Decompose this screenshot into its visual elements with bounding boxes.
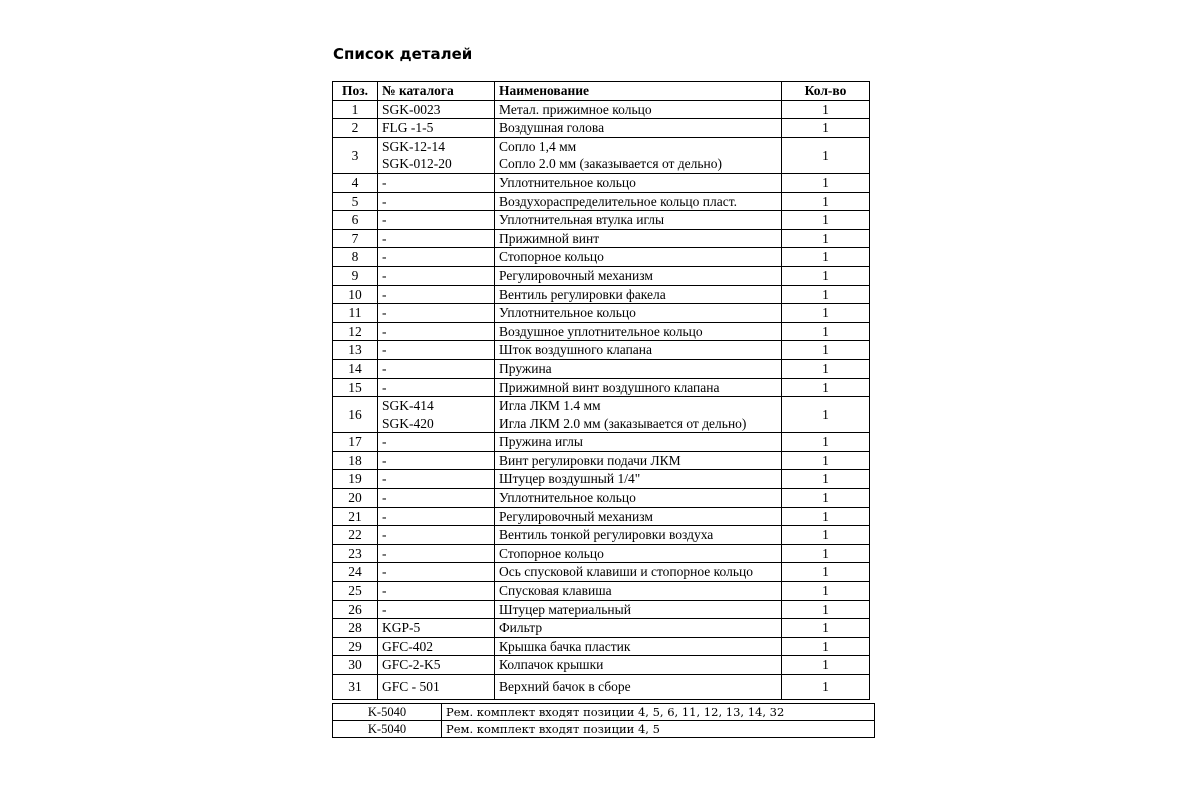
catalog-number: GFC-402	[382, 638, 434, 654]
repair-kits-table	[332, 703, 875, 738]
position-cell: 9	[333, 266, 378, 285]
part-name: Регулировочный механизм	[499, 267, 653, 283]
table-row	[333, 378, 870, 397]
table-row	[333, 433, 870, 452]
catalog-cell	[378, 637, 495, 656]
catalog-number: -	[382, 471, 387, 487]
part-name: Метал. прижимное кольцо	[499, 101, 652, 117]
part-name: Фильтр	[499, 620, 543, 636]
name-cell	[495, 675, 782, 700]
part-name: Уплотнительное кольцо	[499, 305, 636, 321]
table-row	[333, 619, 870, 638]
name-cell	[495, 600, 782, 619]
name-cell	[495, 451, 782, 470]
table-row	[333, 248, 870, 267]
table-row	[333, 359, 870, 378]
table-row	[333, 675, 870, 700]
name-cell	[495, 137, 782, 173]
part-name: Вентиль тонкой регулировки воздуха	[499, 527, 714, 543]
part-name: Игла ЛКМ 2.0 мм (заказывается от дельно)	[499, 415, 747, 431]
catalog-number: -	[382, 583, 387, 599]
name-cell	[495, 656, 782, 675]
quantity-cell: 1	[782, 544, 870, 563]
repair-kits-body	[333, 704, 875, 738]
catalog-number: -	[382, 323, 387, 339]
header-name: Наименование	[495, 82, 782, 101]
name-cell	[495, 526, 782, 545]
position-cell: 16	[333, 397, 378, 433]
position-cell: 14	[333, 359, 378, 378]
quantity-cell: 1	[782, 397, 870, 433]
table-row	[333, 397, 870, 433]
catalog-number: -	[382, 545, 387, 561]
catalog-cell	[378, 582, 495, 601]
catalog-cell	[378, 266, 495, 285]
name-cell	[495, 248, 782, 267]
catalog-number: -	[382, 508, 387, 524]
position-cell: 26	[333, 600, 378, 619]
catalog-cell	[378, 451, 495, 470]
catalog-number: -	[382, 249, 387, 265]
name-cell	[495, 285, 782, 304]
catalog-cell	[378, 322, 495, 341]
part-name: Крышка бачка пластик	[499, 638, 631, 654]
catalog-cell	[378, 544, 495, 563]
quantity-cell: 1	[782, 470, 870, 489]
quantity-cell: 1	[782, 192, 870, 211]
catalog-number: -	[382, 267, 387, 283]
catalog-cell	[378, 675, 495, 700]
catalog-number: SGK-0023	[382, 101, 441, 117]
table-row	[333, 563, 870, 582]
kit-description-cell: Рем. комплект входят позиции 4, 5, 6, 11, 12, 13, 14, 32	[442, 704, 875, 721]
quantity-cell: 1	[782, 341, 870, 360]
catalog-cell	[378, 489, 495, 508]
position-cell: 21	[333, 507, 378, 526]
name-cell	[495, 119, 782, 138]
quantity-cell: 1	[782, 489, 870, 508]
catalog-number: -	[382, 305, 387, 321]
part-name: Прижимной винт воздушного клапана	[499, 379, 720, 395]
name-cell	[495, 470, 782, 489]
catalog-number: GFC - 501	[382, 679, 440, 695]
catalog-number: FLG -1-5	[382, 120, 434, 136]
quantity-cell: 1	[782, 100, 870, 119]
catalog-number: -	[382, 342, 387, 358]
table-row	[333, 266, 870, 285]
catalog-number: -	[382, 212, 387, 228]
catalog-cell	[378, 192, 495, 211]
kit-code-cell: K-5040	[333, 721, 442, 738]
table-row	[333, 304, 870, 323]
catalog-number: -	[382, 193, 387, 209]
catalog-number: -	[382, 527, 387, 543]
position-cell: 15	[333, 378, 378, 397]
catalog-number: GFC-2-K5	[382, 657, 441, 673]
catalog-cell	[378, 433, 495, 452]
table-row	[333, 119, 870, 138]
quantity-cell: 1	[782, 656, 870, 675]
catalog-cell	[378, 173, 495, 192]
position-cell: 22	[333, 526, 378, 545]
position-cell: 29	[333, 637, 378, 656]
position-cell: 25	[333, 582, 378, 601]
part-name: Верхний бачок в сборе	[499, 679, 631, 695]
position-cell: 2	[333, 119, 378, 138]
name-cell	[495, 397, 782, 433]
table-row	[333, 489, 870, 508]
part-name: Уплотнительное кольцо	[499, 174, 636, 190]
table-row	[333, 137, 870, 173]
quantity-cell: 1	[782, 619, 870, 638]
position-cell: 7	[333, 229, 378, 248]
name-cell	[495, 378, 782, 397]
table-row	[333, 470, 870, 489]
quantity-cell: 1	[782, 359, 870, 378]
table-row	[333, 192, 870, 211]
catalog-cell	[378, 285, 495, 304]
part-name: Винт регулировки подачи ЛКМ	[499, 452, 681, 468]
kit-row	[333, 721, 875, 738]
kit-description-cell: Рем. комплект входят позиции 4, 5	[442, 721, 875, 738]
quantity-cell: 1	[782, 451, 870, 470]
part-name: Воздухораспределительное кольцо пласт.	[499, 193, 737, 209]
name-cell	[495, 359, 782, 378]
name-cell	[495, 619, 782, 638]
quantity-cell: 1	[782, 229, 870, 248]
quantity-cell: 1	[782, 322, 870, 341]
position-cell: 18	[333, 451, 378, 470]
position-cell: 5	[333, 192, 378, 211]
position-cell: 23	[333, 544, 378, 563]
catalog-number: -	[382, 360, 387, 376]
catalog-number: -	[382, 452, 387, 468]
table-row	[333, 600, 870, 619]
quantity-cell: 1	[782, 173, 870, 192]
catalog-number: SGK-420	[382, 415, 434, 431]
catalog-cell	[378, 470, 495, 489]
table-row	[333, 544, 870, 563]
name-cell	[495, 489, 782, 508]
page-title: Список деталей	[333, 45, 473, 63]
catalog-cell	[378, 359, 495, 378]
quantity-cell: 1	[782, 637, 870, 656]
header-quantity: Кол-во	[782, 82, 870, 101]
catalog-cell	[378, 656, 495, 675]
name-cell	[495, 192, 782, 211]
table-row	[333, 637, 870, 656]
table-row	[333, 322, 870, 341]
parts-table	[332, 81, 870, 700]
part-name: Регулировочный механизм	[499, 508, 653, 524]
table-row	[333, 229, 870, 248]
name-cell	[495, 563, 782, 582]
catalog-number: -	[382, 379, 387, 395]
catalog-cell	[378, 397, 495, 433]
name-cell	[495, 637, 782, 656]
catalog-cell	[378, 100, 495, 119]
table-row	[333, 173, 870, 192]
name-cell	[495, 341, 782, 360]
quantity-cell: 1	[782, 507, 870, 526]
table-row	[333, 341, 870, 360]
catalog-cell	[378, 507, 495, 526]
part-name: Сопло 2.0 мм (заказывается от дельно)	[499, 156, 723, 172]
part-name: Сопло 1,4 мм	[499, 138, 577, 154]
quantity-cell: 1	[782, 266, 870, 285]
header-position: Поз.	[333, 82, 378, 101]
catalog-number: SGK-12-14	[382, 138, 445, 154]
kit-row	[333, 704, 875, 721]
quantity-cell: 1	[782, 675, 870, 700]
catalog-number: SGK-012-20	[382, 156, 452, 172]
name-cell	[495, 544, 782, 563]
name-cell	[495, 304, 782, 323]
quantity-cell: 1	[782, 285, 870, 304]
table-row	[333, 656, 870, 675]
name-cell	[495, 507, 782, 526]
catalog-cell	[378, 211, 495, 230]
part-name: Воздушное уплотнительное кольцо	[499, 323, 703, 339]
parts-table-body	[333, 100, 870, 699]
quantity-cell: 1	[782, 211, 870, 230]
position-cell: 17	[333, 433, 378, 452]
part-name: Колпачок крышки	[499, 657, 604, 673]
position-cell: 8	[333, 248, 378, 267]
quantity-cell: 1	[782, 563, 870, 582]
table-row	[333, 451, 870, 470]
part-name: Шток воздушного клапана	[499, 342, 653, 358]
table-row	[333, 507, 870, 526]
position-cell: 3	[333, 137, 378, 173]
catalog-number: SGK-414	[382, 398, 434, 414]
name-cell	[495, 266, 782, 285]
catalog-cell	[378, 526, 495, 545]
table-row	[333, 100, 870, 119]
part-name: Вентиль регулировки факела	[499, 286, 666, 302]
catalog-cell	[378, 229, 495, 248]
part-name: Воздушная голова	[499, 120, 605, 136]
position-cell: 30	[333, 656, 378, 675]
part-name: Штуцер материальный	[499, 601, 631, 617]
position-cell: 19	[333, 470, 378, 489]
position-cell: 10	[333, 285, 378, 304]
catalog-number: -	[382, 230, 387, 246]
table-row	[333, 285, 870, 304]
part-name: Уплотнительное кольцо	[499, 490, 636, 506]
catalog-cell	[378, 378, 495, 397]
quantity-cell: 1	[782, 248, 870, 267]
part-name: Игла ЛКМ 1.4 мм	[499, 398, 601, 414]
part-name: Пружина	[499, 360, 552, 376]
kit-code-cell: K-5040	[333, 704, 442, 721]
name-cell	[495, 100, 782, 119]
part-name: Ось спусковой клавиши и стопорное кольцо	[499, 564, 753, 580]
quantity-cell: 1	[782, 137, 870, 173]
catalog-cell	[378, 119, 495, 138]
parts-table-header	[333, 82, 870, 101]
position-cell: 12	[333, 322, 378, 341]
position-cell: 24	[333, 563, 378, 582]
position-cell: 31	[333, 675, 378, 700]
position-cell: 6	[333, 211, 378, 230]
position-cell: 28	[333, 619, 378, 638]
catalog-number: -	[382, 490, 387, 506]
name-cell	[495, 582, 782, 601]
position-cell: 20	[333, 489, 378, 508]
quantity-cell: 1	[782, 119, 870, 138]
part-name: Стопорное кольцо	[499, 545, 604, 561]
part-name: Уплотнительная втулка иглы	[499, 212, 665, 228]
quantity-cell: 1	[782, 526, 870, 545]
catalog-number: -	[382, 564, 387, 580]
table-row	[333, 211, 870, 230]
table-row	[333, 526, 870, 545]
quantity-cell: 1	[782, 600, 870, 619]
table-row	[333, 582, 870, 601]
catalog-number: -	[382, 434, 387, 450]
catalog-number: -	[382, 601, 387, 617]
name-cell	[495, 433, 782, 452]
position-cell: 1	[333, 100, 378, 119]
part-name: Штуцер воздушный 1/4"	[499, 471, 641, 487]
catalog-cell	[378, 248, 495, 267]
catalog-number: -	[382, 286, 387, 302]
header-catalog-number: № каталога	[378, 82, 495, 101]
quantity-cell: 1	[782, 582, 870, 601]
catalog-cell	[378, 619, 495, 638]
part-name: Пружина иглы	[499, 434, 583, 450]
catalog-cell	[378, 137, 495, 173]
position-cell: 4	[333, 173, 378, 192]
catalog-cell	[378, 304, 495, 323]
quantity-cell: 1	[782, 378, 870, 397]
catalog-number: KGP-5	[382, 620, 421, 636]
part-name: Спусковая клавиша	[499, 583, 612, 599]
catalog-cell	[378, 600, 495, 619]
position-cell: 11	[333, 304, 378, 323]
catalog-cell	[378, 563, 495, 582]
part-name: Стопорное кольцо	[499, 249, 604, 265]
name-cell	[495, 322, 782, 341]
quantity-cell: 1	[782, 433, 870, 452]
name-cell	[495, 173, 782, 192]
catalog-cell	[378, 341, 495, 360]
position-cell: 13	[333, 341, 378, 360]
catalog-number: -	[382, 174, 387, 190]
part-name: Прижимной винт	[499, 230, 600, 246]
quantity-cell: 1	[782, 304, 870, 323]
name-cell	[495, 211, 782, 230]
name-cell	[495, 229, 782, 248]
